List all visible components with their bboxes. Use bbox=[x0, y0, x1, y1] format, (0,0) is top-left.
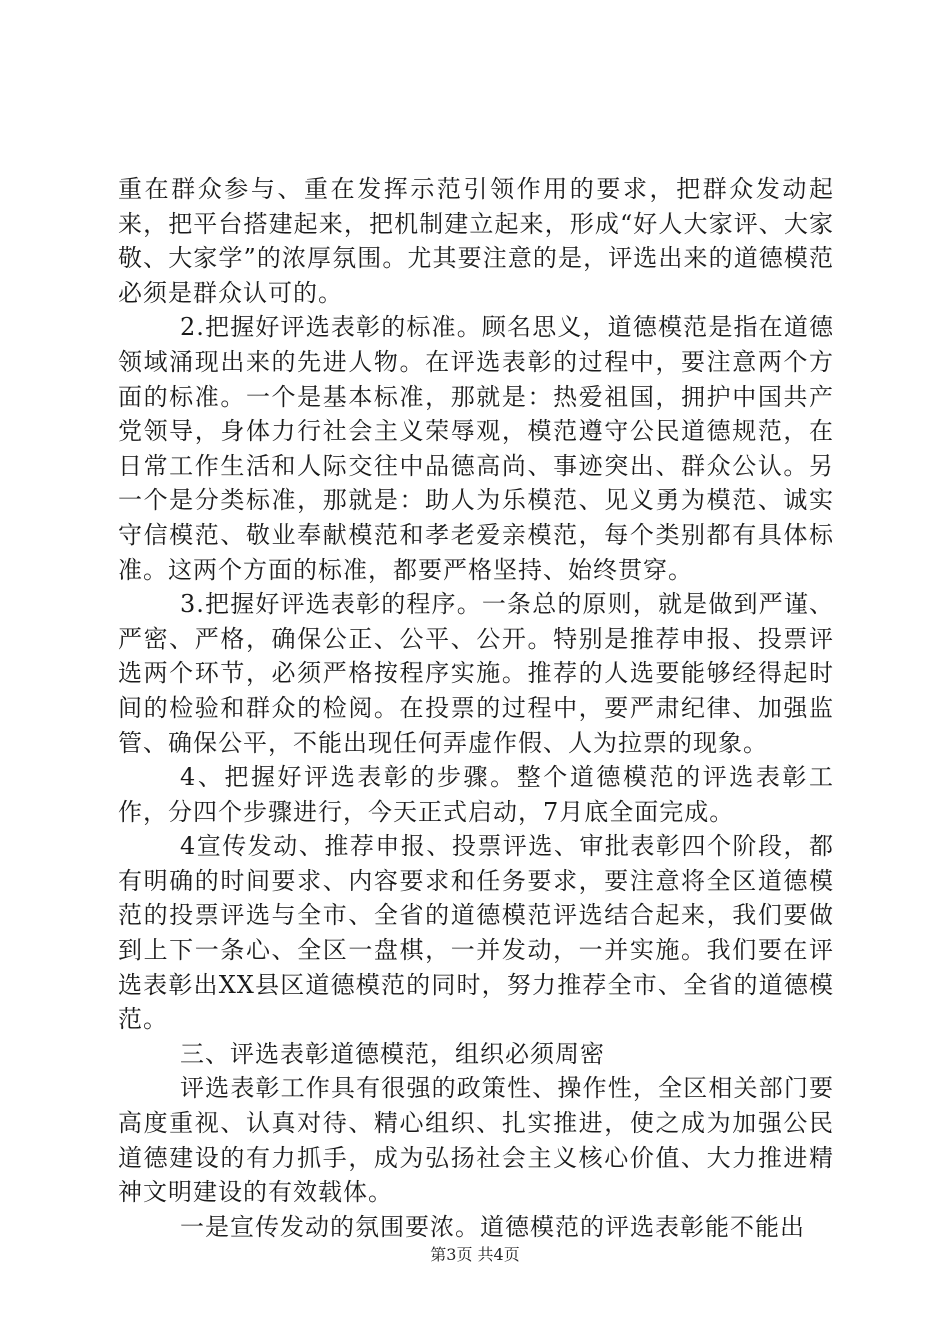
paragraph-steps: 4、把握好评选表彰的步骤。整个道德模范的评选表彰工作，分四个步骤进行，今天正式启动，7月底全面完成。 bbox=[118, 763, 834, 826]
paragraph-publicity: 一是宣传发动的氛围要浓。道德模范的评选表彰能不能出 bbox=[180, 1212, 805, 1241]
paragraph-organization: 评选表彰工作具有很强的政策性、操作性，全区相关部门要高度重视、认真对待、精心组织、扎实推进，使之成为加强公民道德建设的有力抓手，成为弘扬社会主义核心价值、大力推进精神文明建设的有效载体。 bbox=[118, 1074, 834, 1207]
paragraph-standards: 2.把握好评选表彰的标准。顾名思义，道德模范是指在道德领域涌现出来的先进人物。在评选表彰的过程中，要注意两个方面的标准。一个是基本标准，那就是：热爱祖国，拥护中国共产党领导，身体力行社会主义荣辱观，模范遵守公民道德规范，在日常工作生活和人际交往中品德高尚、事迹突出、群众公认。另一个是分类标准，那就是：助人为乐模范、见义勇为模范、诚实守信模范、敬业奉献模范和孝老爱亲模范，每个类别都有具体标准。这两个方面的标准，都要严格坚持、始终贯穿。 bbox=[118, 313, 834, 584]
paragraph-procedure: 3.把握好评选表彰的程序。一条总的原则，就是做到严谨、严密、严格，确保公正、公平、公开。特别是推荐申报、投票评选两个环节，必须严格按程序实施。推荐的人选要能够经得起时间的检验和群众的检阅。在投票的过程中，要严肃纪律、加强监管、确保公平，不能出现任何弄虚作假、人为拉票的现象。 bbox=[118, 590, 834, 757]
section-heading-organization: 三、评选表彰道德模范，组织必须周密 bbox=[180, 1039, 605, 1068]
paragraph-continuation: 重在群众参与、重在发挥示范引领作用的要求，把群众发动起来，把平台搭建起来，把机制建立起来，形成“好人大家评、大家敬、大家学”的浓厚氛围。尤其要注意的是，评选出来的道德模范必须是群众认可的。 bbox=[118, 175, 834, 307]
paragraph-stages: 4宣传发动、推荐申报、投票评选、审批表彰四个阶段，都有明确的时间要求、内容要求和任务要求，要注意将全区道德模范的投票评选与全市、全省的道德模范评选结合起来，我们要做到上下一条心、全区一盘棋，一并发动，一并实施。我们要在评选表彰出XX县区道德模范的同时，努力推荐全市、全省的道德模范。 bbox=[118, 832, 834, 1034]
document-body bbox=[118, 172, 834, 1244]
page-footer: 第3页 共4页 bbox=[430, 1245, 520, 1264]
